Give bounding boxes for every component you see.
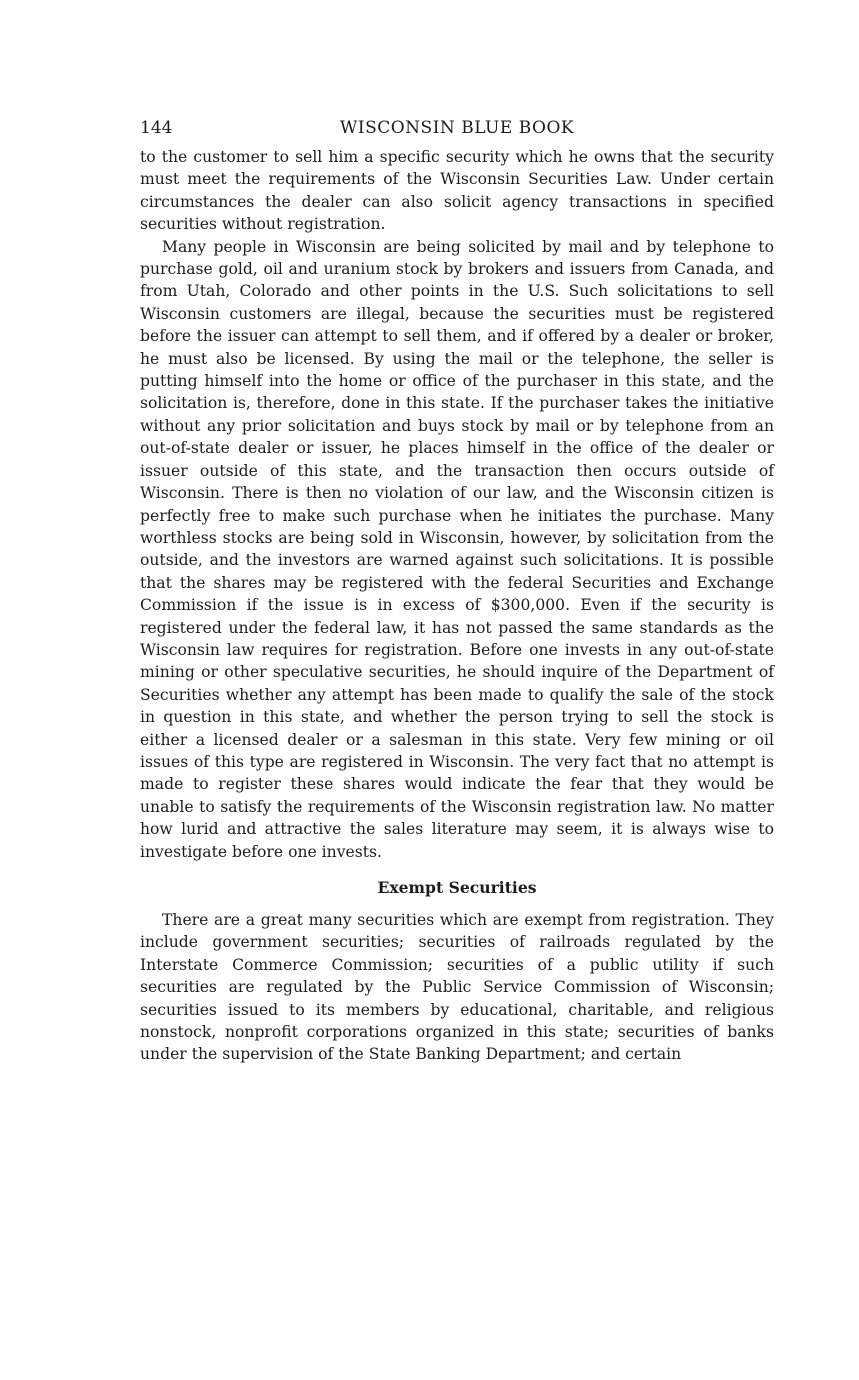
body-text — [140, 146, 774, 1066]
section-heading: Exempt Securities — [377, 878, 537, 897]
running-title: WISCONSIN BLUE BOOK — [339, 118, 575, 138]
page-number: 144 — [140, 118, 173, 138]
book-page — [140, 110, 774, 1066]
running-head — [140, 110, 774, 146]
paragraph-solicitation: Many people in Wisconsin are being solicited by mail and by telephone to purchase gold, oil and uranium stock by brokers and issuers from Canada, and from Utah, Colorado and other points in the U.S. Such solicitations to sell Wisconsin customers are illegal, because the securities must be registered before the issuer can attempt to sell them, and if offered by a dealer or broker, he must also be licensed. By using the mail or the telephone, the seller is putting himself into the home or office of the purchaser in this state, and the solicitation is, therefore, done in this state. If the purchaser takes the initiative without any prior solicitation and buys stock by mail or by telephone from an out-of-state dealer or issuer, he places himself in the office of the dealer or issuer outside of this state, and the transaction then occurs outside of Wisconsin. There is then no violation of our law, and the Wisconsin citizen is perfectly free to make such purchase when he initiates the purchase. Many worthless stocks are being sold in Wisconsin, however, by solicitation from the outside, and the investors are warned against such solicitations. It is possible that the shares may be registered with the federal Securities and Exchange Commission if the issue is in excess of $300,000. Even if the security is registered under the federal law, it has not passed the same standards as the Wisconsin law requires for registration. Before one invests in any out-of-state mining or other speculative securities, he should inquire of the Department of Securities whether any attempt has been made to qualify the sale of the stock in question in this state, and whether the person trying to sell the stock is either a licensed dealer or a salesman in this state. Very few mining or oil issues of this type are registered in Wisconsin. The very fact that no attempt is made to register these shares would indicate the fear that they would be unable to satisfy the requirements of the Wisconsin registration law. No matter how lurid and attractive the sales literature may seem, it is always wise to investigate before one invests. — [140, 237, 774, 861]
paragraph-continuation: to the customer to sell him a specific security which he owns that the security must meet the requirements of the Wisconsin Securities Law. Under certain circumstances the dealer can also solicit agency transactions in specified securities without registration. — [140, 148, 774, 234]
paragraph-exempt-securities: There are a great many securities which are exempt from registration. They include government securities; securities of railroads regulated by the Interstate Commerce Commission; securities of a public utility if such securities are regulated by the Public Service Commission of Wisconsin; securities issued to its members by educational, charitable, and religious nonstock, nonprofit corporations organized in this state; securities of banks under the supervision of the State Banking Department; and certain — [140, 911, 774, 1064]
